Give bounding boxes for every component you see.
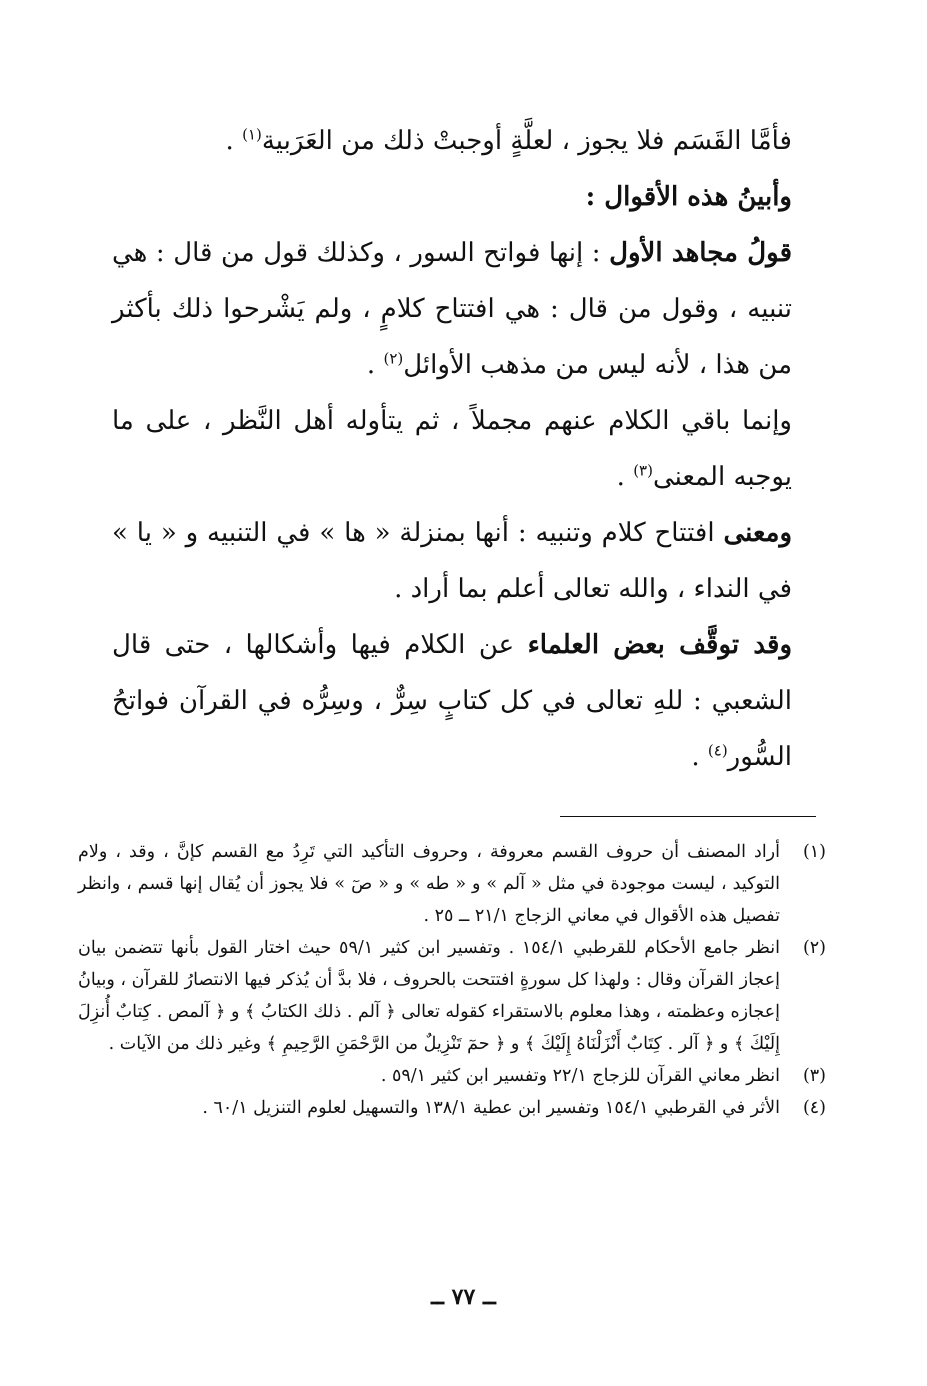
footnote-text: أراد المصنف أن حروف القسم معروفة ، وحروف التأكيد التي تَرِدُ مع القسم كإنَّ ، وقد ، ولام التوكيد ، ليست موجودة في مثل « آلم » و « طه » و « صٓ » فلا يجوز أن يُقال إنها قسم ، وانظر تفصيل هذه الأقوال في معاني الزجاج ٢١/١ ــ ٢٥ . (78, 842, 780, 926)
paragraph-lead: قولُ مجاهد الأول (609, 238, 792, 268)
footnote-text: انظر معاني القرآن للزجاج ٢٢/١ وتفسير ابن كثير ٥٩/١ . (380, 1066, 780, 1086)
paragraph-lead: وأبينُ هذه الأقوال : (585, 182, 792, 212)
footnote-text: انظر جامع الأحكام للقرطبي ١٥٤/١ . وتفسير ابن كثير ٥٩/١ حيث اختار القول بأنها تتضمن بيان إعجاز القرآن وقال : ولهذا كل سورةٍ افتتحت بالحروف ، فلا بدَّ أن يُذكر فيها الانتصارُ للقرآن ، وبيانُ إعجازه وعظمته ، وهذا معلوم بالاستقراء كقوله تعالى ﴿ آلم . ذلك الكتابُ ﴾ و ﴿ آلمص . كِتابٌ أُنزِلَ إِلَيْكَ ﴾ و ﴿ آلر . كِتَابٌ أَنْزَلْنَاهُ إِلَيْكَ ﴾ و ﴿ حمٓ تَنْزِيلٌ من الرَّحْمَنِ الرَّحِيمِ ﴾ وغير ذلك من الآيات . (78, 938, 780, 1054)
paragraph-lead: وقد توقَّف بعض العلماء (527, 630, 793, 660)
paragraph-1 (112, 113, 792, 169)
paragraph-5 (112, 505, 792, 617)
paragraph-tail: . (366, 350, 384, 380)
footnote-ref: (٤) (707, 741, 728, 760)
paragraph-tail: . (691, 742, 708, 772)
paragraph-text: : إنها فواتح السور ، وكذلك قول من قال : هي تنبيه ، وقول من قال : هي افتتاح كلامٍ ، ولم يَشْرحوا ذلك بأكثر من هذا ، لأنه ليس من مذهب الأوائل (112, 238, 792, 380)
page-number: ــ ٧٧ ــ (431, 1284, 496, 1310)
paragraph-tail: . (225, 126, 243, 156)
footnote-number: (٢) (802, 938, 826, 958)
footnote-1 (78, 836, 826, 932)
paragraph-lead: ومعنى (723, 518, 792, 548)
footnote-2 (78, 932, 826, 1060)
footnote-divider (560, 816, 816, 817)
main-text (112, 113, 792, 785)
footnotes (78, 836, 826, 1124)
paragraph-text: وإنما باقي الكلام عنهم مجملاً ، ثم يتأوله أهل النَّظر ، على ما يوجبه المعنى (112, 406, 792, 492)
footnote-number: (٣) (802, 1066, 826, 1086)
footnote-ref: (١) (242, 125, 262, 144)
paragraph-6 (112, 617, 792, 785)
paragraph-4 (112, 393, 792, 505)
footnote-number: (١) (802, 842, 826, 862)
footnote-4 (78, 1092, 826, 1124)
paragraph-text: عن الكلام فيها وأشكالها ، حتى قال الشعبي : للهِ تعالى في كل كتابٍ سِرٌّ ، وسِرُّه في القرآن فواتحُ السُّور (112, 630, 792, 772)
footnote-3 (78, 1060, 826, 1092)
footnote-number: (٤) (802, 1098, 826, 1118)
paragraph-tail: . (616, 462, 634, 492)
paragraph-text: افتتاح كلام وتنبيه : أنها بمنزلة « ها » في التنبيه و « يا » في النداء ، والله تعالى أعلم بما أراد . (112, 518, 792, 604)
paragraph-text: فأمَّا القَسَم فلا يجوز ، لعلَّةٍ أوجبتْ ذلك من العَرَبية (261, 126, 792, 156)
footnote-ref: (٢) (383, 349, 404, 368)
footnote-ref: (٣) (633, 461, 653, 480)
paragraph-2 (112, 169, 792, 225)
paragraph-3 (112, 225, 792, 393)
footnote-text: الأثر في القرطبي ١٥٤/١ وتفسير ابن عطية ١٣٨/١ والتسهيل لعلوم التنزيل ٦٠/١ . (202, 1098, 780, 1118)
